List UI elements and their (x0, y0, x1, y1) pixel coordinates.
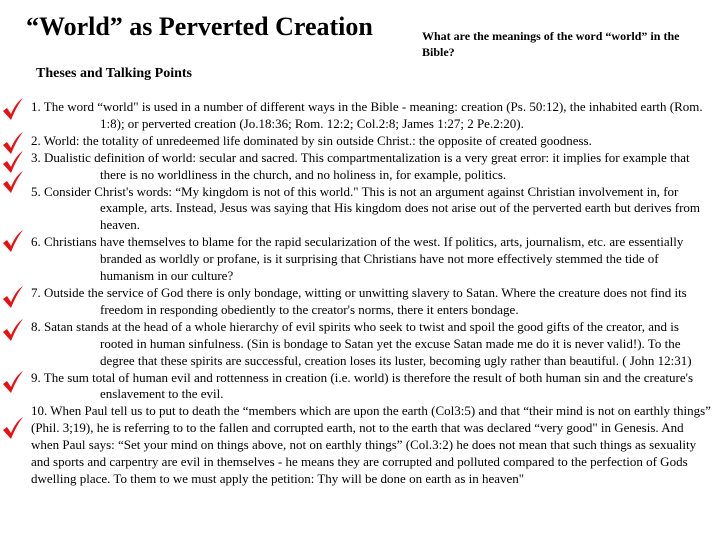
slide-title: “World” as Perverted Creation (26, 12, 373, 41)
thesis-point: 9. The sum total of human evil and rottenness in creation (i.e. world) is therefore the result of both human sin and the creature's enslavement to the evil. (31, 369, 694, 402)
checkmark-icon (2, 229, 24, 253)
thesis-point: 2. World: the totality of unredeemed life dominated by sin outside Christ.: the opposite of created goodness. (31, 132, 592, 148)
checkmark-icon (2, 416, 24, 440)
checkmark-icon (2, 318, 24, 342)
checkmark-icon (2, 97, 24, 121)
slide-subtitle: Theses and Talking Points (36, 66, 193, 81)
thesis-point: 8. Satan stands at the head of a whole hierarchy of evil spirits who seek to twist and spoil the good gifts of the creator, and is rooted in human sinfulness. (Sin is bondage to Satan yet the excuse Satan made me do it is never valid!). To the degree that these spirits are successful, creation loses its luster, becoming ugly rather than beautiful. ( John 12:31) (31, 318, 692, 368)
theses-list (31, 99, 713, 488)
thesis-point: 10. When Paul tell us to put to death the “members which are upon the earth (Col3:5) and that “their mind is not on earthly things” (Phil. 3;19), he is referring to to the fallen and corrupted earth, not to the earth that was declared “very good" in Genesis. And when Paul says: “Set your mind on things above, not on earthly things” (Col.3:2) he does not mean that such things as sexuality and sports and carpentry are evil in themselves - he means they are corrupted and polluted compared to the perfection of Gods dwelling place. To them to we must apply the petition: Thy will be done on earth as in heaven" (31, 403, 711, 486)
thesis-point: 5. Consider Christ's words: “My kingdom is not of this world." This is not an argument against Christian involvement in, for example, arts. Instead, Jesus was saying that His kingdom does not arise out of the perverted earth but derives from heaven. (31, 183, 701, 233)
checkmark-icon (2, 370, 24, 394)
thesis-point: 7. Outside the service of God there is only bondage, witting or unwitting slavery to Satan. Where the creature does not find its freedom in responding obediently to the creator's norms, there it enters bondage. (31, 284, 687, 317)
checkmark-icon (2, 285, 24, 309)
guiding-question: What are the meanings of the word “world” in the Bible? (422, 29, 680, 59)
thesis-point: 3. Dualistic definition of world: secular and sacred. This compartmentalization is a very great error: it implies for example that there is no worldliness in the church, and no holiness in, for example, politics. (31, 149, 690, 182)
thesis-point: 6. Christians have themselves to blame for the rapid secularization of the west. If politics, arts, journalism, etc. are essentially branded as worldly or profane, is it surprising that Christians have not more effectively stemmed the tide of humanism in our culture? (31, 234, 684, 284)
checkmark-icon (2, 170, 24, 194)
thesis-point: 1. The word “world" is used in a number of different ways in the Bible - meaning: creation (Ps. 50:12), the inhabited earth (Rom. 1:8); or perverted creation (Jo.18:36; Rom. 12:2; Col.2:8; James 1:27; 2 Pe.2:20). (31, 99, 703, 131)
